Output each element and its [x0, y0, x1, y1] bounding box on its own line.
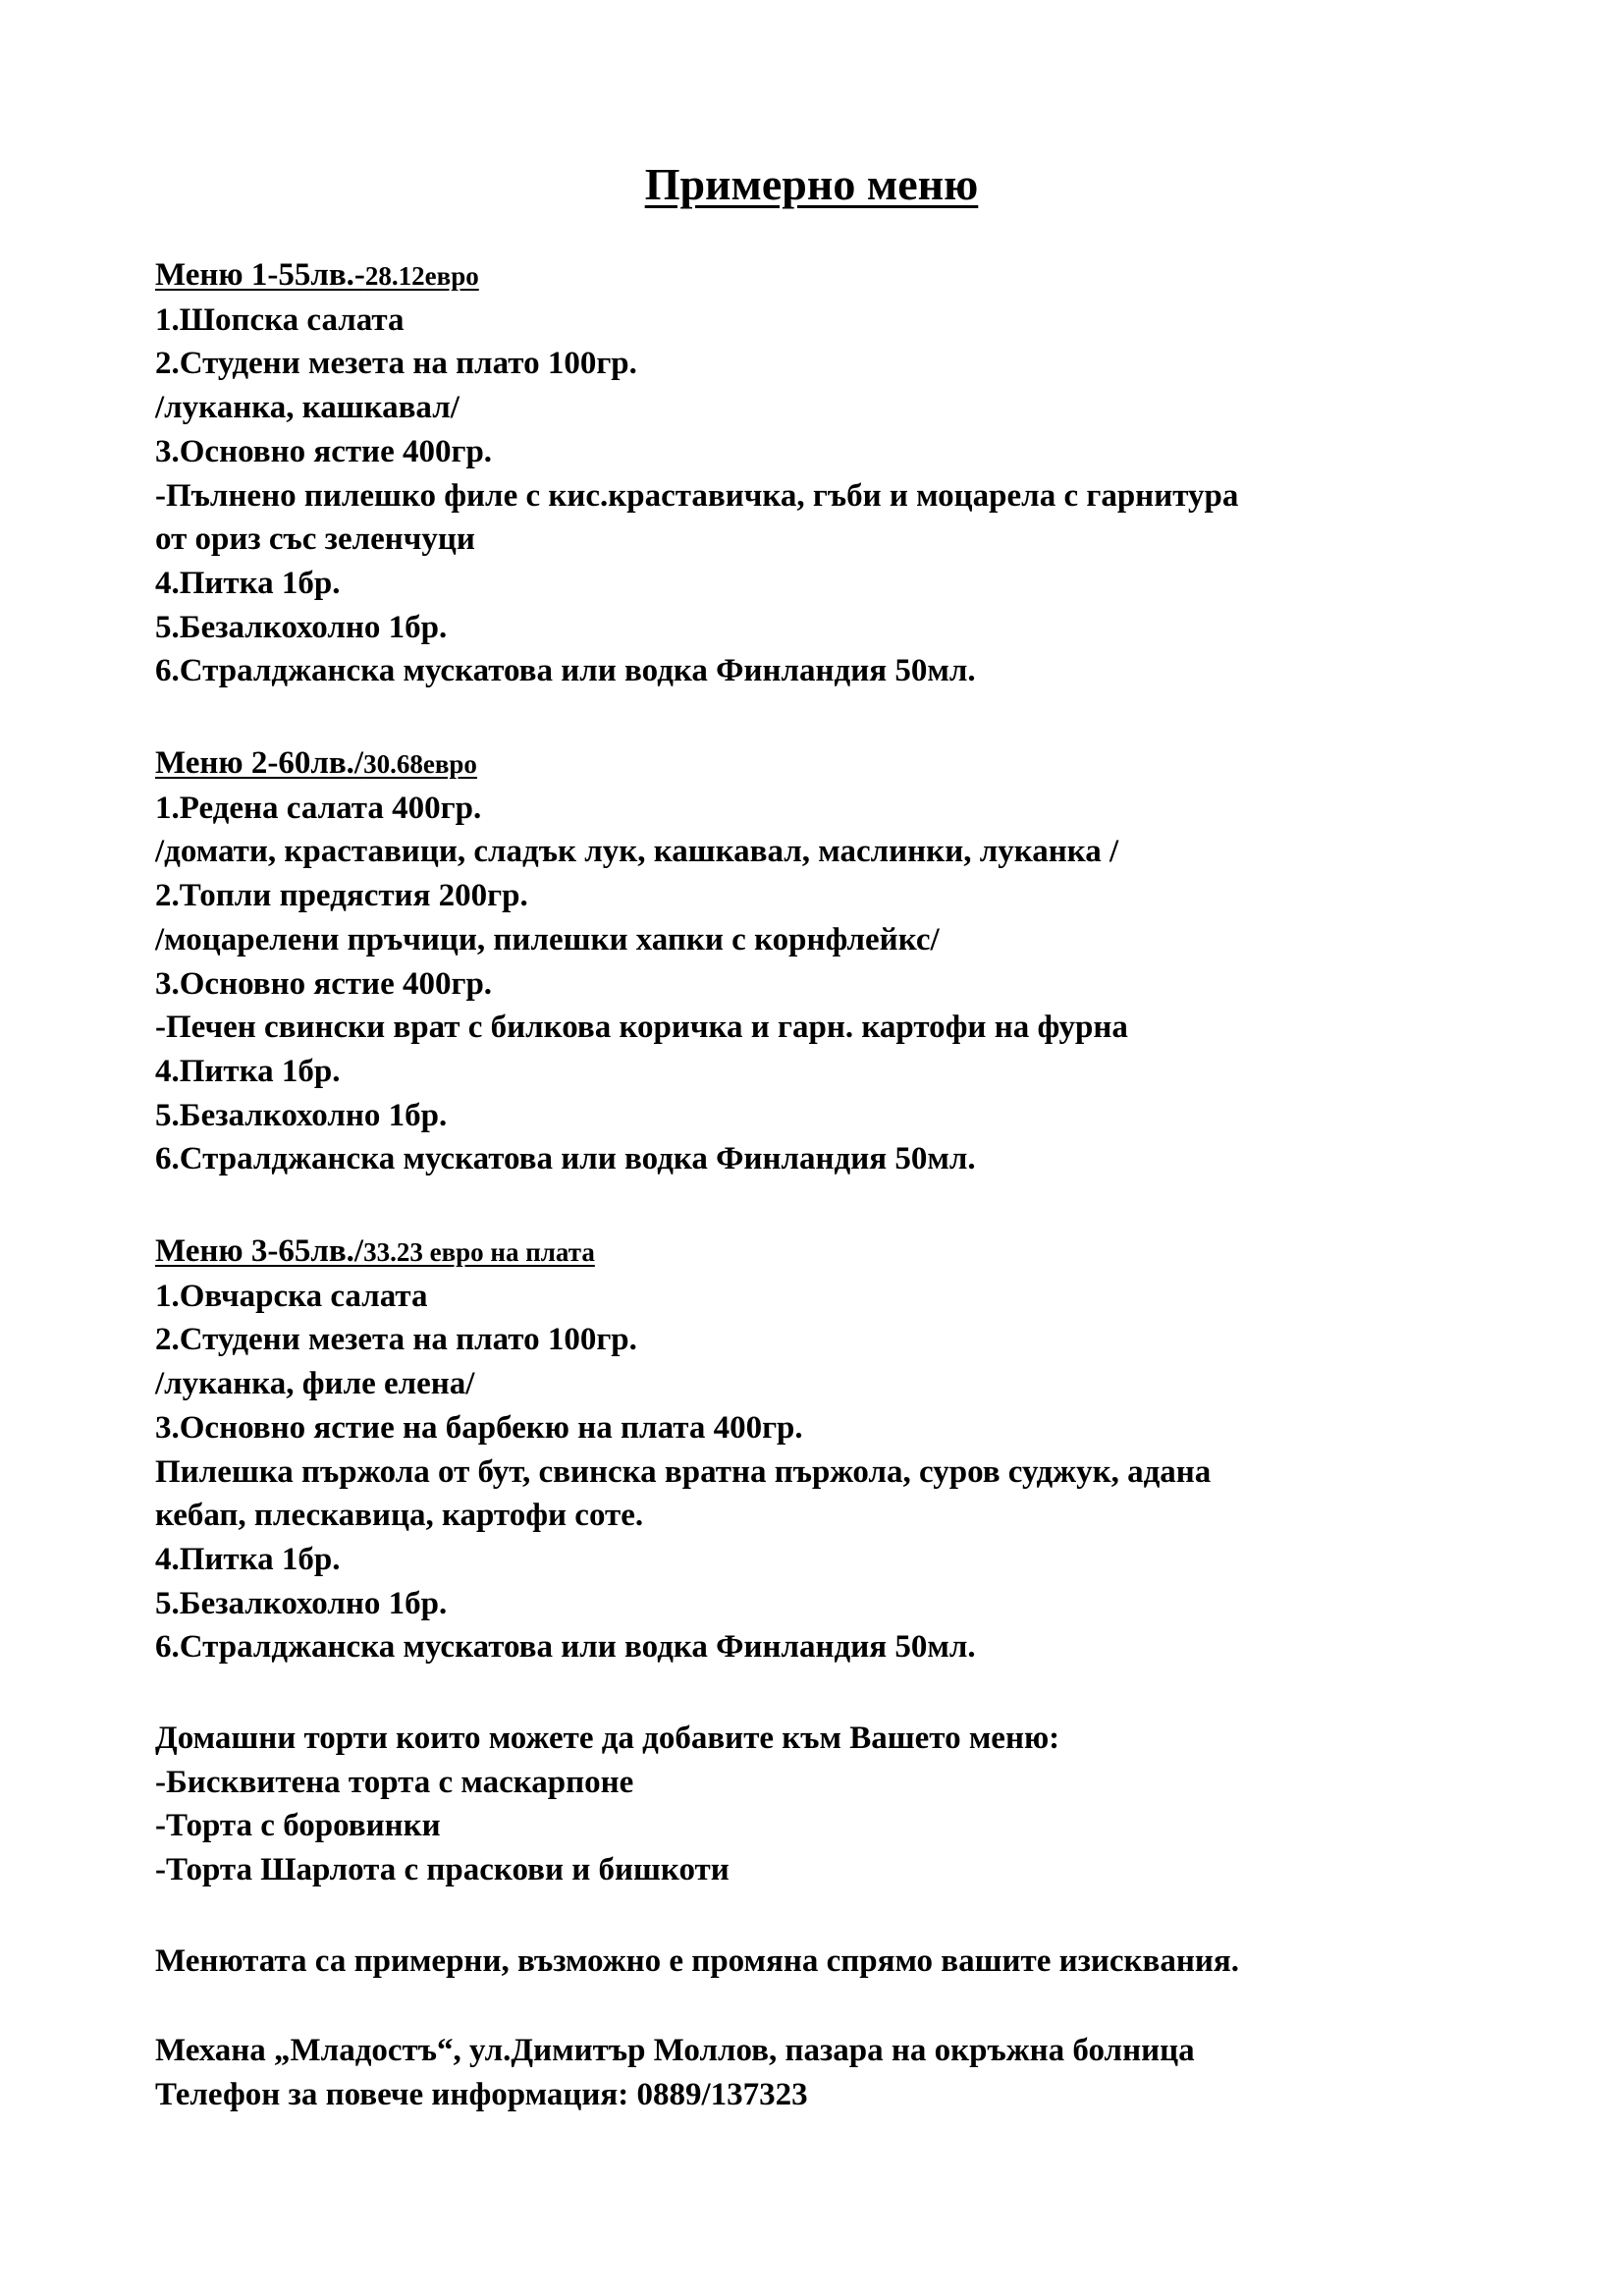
menu-1-heading	[155, 253, 1549, 299]
menu-1-price-eur: 28.12евро	[364, 261, 479, 291]
menu-3-item: 6.Стралджанска мускатова или водка Финландия 50мл.	[155, 1629, 976, 1666]
cakes-intro: Домашни торти които можете да добавите към Вашето меню:	[155, 1721, 1060, 1756]
menu-1	[155, 253, 1549, 693]
menu-2-item: 2.Топли предястия 200гр.	[155, 878, 528, 914]
menu-1-item: 3.Основно ястие 400гр.	[155, 433, 493, 469]
menu-3-item: кебап, плескавица, картофи соте.	[155, 1498, 644, 1534]
cake-item: -Торта с боровинки	[155, 1808, 441, 1844]
note-section	[155, 1940, 1549, 1984]
footer	[155, 2029, 1549, 2116]
menu-3-item: Пилешка пържола от бут, свинска вратна пържола, суров суджук, адана	[155, 1453, 1212, 1490]
restaurant-address: Механа „Младостъ“, ул.Димитър Моллов, пазара на окръжна болница	[155, 2033, 1195, 2068]
menu-3-heading	[155, 1230, 1549, 1275]
menu-3	[155, 1230, 1549, 1669]
menu-2-item: 4.Питка 1бр.	[155, 1053, 341, 1089]
menu-3-item: 2.Студени мезета на плато 100гр.	[155, 1322, 637, 1358]
menu-2-item: -Печен свински врат с билкова коричка и гарн. картофи на фурна	[155, 1010, 1128, 1046]
menus-note: Менютата са примерни, възможно е промяна спрямо вашите изисквания.	[155, 1943, 1240, 1979]
menu-3-price-eur: 33.23 евро на плата	[363, 1237, 595, 1267]
menu-2-item: /моцарелени пръчици, пилешки хапки с корнфлейкс/	[155, 921, 940, 957]
menu-1-price: Меню 1-55лв.-	[155, 257, 365, 293]
menu-3-item: 5.Безалкохолно 1бр.	[155, 1585, 448, 1621]
menu-1-item: 4.Питка 1бр.	[155, 565, 341, 601]
menu-3-item: 4.Питка 1бр.	[155, 1541, 341, 1577]
menu-1-item: 1.Шопска салата	[155, 301, 405, 338]
contact-phone: Телефон за повече информация: 0889/137323	[155, 2076, 808, 2112]
menu-3-item: 1.Овчарска салата	[155, 1278, 428, 1314]
menu-1-item: /луканка, кашкавал/	[155, 390, 460, 426]
menu-2-price-eur: 30.68евро	[363, 749, 477, 779]
menu-2	[155, 741, 1549, 1181]
cake-item: -Бисквитена торта с маскарпоне	[155, 1764, 634, 1800]
page-title: Примерно меню	[644, 159, 979, 209]
cakes-section	[155, 1717, 1549, 1892]
menu-3-item: /луканка, филе елена/	[155, 1366, 475, 1402]
menu-2-item: 6.Стралджанска мускатова или водка Финландия 50мл.	[155, 1141, 976, 1177]
menu-3-price: Меню 3-65лв./	[155, 1233, 364, 1269]
menu-1-item: от ориз със зеленчуци	[155, 521, 475, 558]
menu-2-item: 3.Основно ястие 400гр.	[155, 965, 493, 1002]
menu-2-item: 5.Безалкохолно 1бр.	[155, 1097, 448, 1133]
menu-2-item: 1.Редена салата 400гр.	[155, 790, 482, 826]
menu-2-item: /домати, краставици, сладък лук, кашкавал, маслинки, луканка /	[155, 834, 1119, 870]
cake-item: -Торта Шарлота с праскови и бишкоти	[155, 1852, 730, 1888]
menu-3-item: 3.Основно ястие на барбекю на плата 400гр.	[155, 1409, 803, 1446]
menu-1-item: 5.Безалкохолно 1бр.	[155, 609, 448, 645]
menu-2-price: Меню 2-60лв./	[155, 745, 364, 781]
menu-1-item: -Пълнено пилешко филе с кис.краставичка, гъби и моцарела с гарнитура	[155, 477, 1239, 514]
menu-1-item: 2.Студени мезета на плато 100гр.	[155, 346, 637, 382]
menu-1-item: 6.Стралджанска мускатова или водка Финландия 50мл.	[155, 653, 976, 689]
menu-2-heading	[155, 741, 1549, 787]
